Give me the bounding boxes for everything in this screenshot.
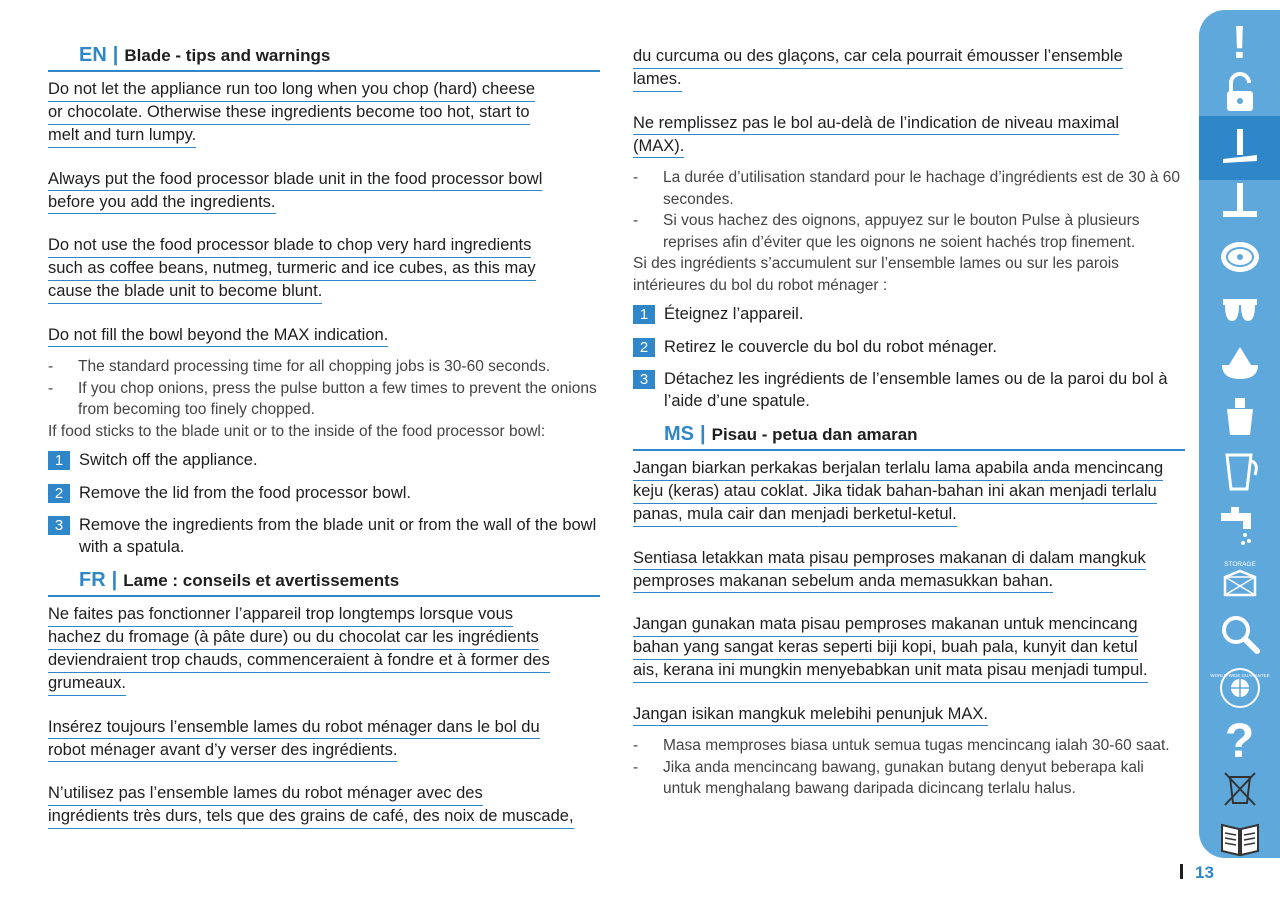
page-number: 13 [1180,863,1214,883]
en-steps [48,450,600,558]
ms-warning-4: Jangan isikan mangkuk melebihi penunjuk MAX. [633,704,1185,727]
step-number: 3 [633,370,655,389]
en-warning-3: Do not use the food processor blade to chop very hard ingredients such as coffee beans, nutmeg, turmeric and ice cubes, as this may cause the blade unit to become blunt. [48,235,600,304]
ms-section-header: MS | Pisau - petua dan amaran [633,423,1185,451]
blender-jar-icon [1217,449,1263,495]
tab-manual[interactable] [1199,806,1280,870]
svg-text:WORLD-WIDE GUARANTEE: WORLD-WIDE GUARANTEE [1209,673,1270,678]
ms-warning-2: Sentiasa letakkan mata pisau pemproses makanan di dalam mangkuk pemproses makanan sebelum anda memasukkan bahan. [633,548,1185,594]
fr-tips-list [633,167,1185,253]
question-icon: ? [1224,715,1255,768]
fr-warning-1: Ne faites pas fonctionner l’appareil trop longtemps lorsque vous hachez du fromage (à pâte dure) ou du chocolat car les ingrédients deviendraient trop chauds, commenceraient à fondre et à former des grumeaux. [48,604,600,696]
list-item: - The standard processing time for all chopping jobs is 30-60 seconds. [48,356,600,378]
fr-steps [633,304,1185,412]
kneading-accessory-icon [1217,287,1263,333]
juicer-icon [1217,395,1263,441]
fr-warning-3-continued: du curcuma ou des glaçons, car cela pourrait émousser l’ensemble lames. [633,46,1185,92]
disc-holder-icon [1217,179,1263,225]
step-item: 2 Retirez le couvercle du bol du robot ménager. [633,337,1185,359]
ms-language-code: MS [664,423,694,445]
fr-warning-4: Ne remplissez pas le bol au-delà de l’indication de niveau maximal (MAX). [633,113,1185,159]
tap-cleaning-icon [1217,503,1263,549]
unlock-icon [1217,71,1263,117]
fr-warning-3: N’utilisez pas l’ensemble lames du robot ménager avec des ingrédients très durs, tels que des grains de café, des noix de muscade, [48,783,600,829]
ms-tips-list [633,735,1185,800]
step-item: 3 Détachez les ingrédients de l’ensemble lames ou de la paroi du bol à l’aide d’une spatule. [633,369,1185,412]
disposal-bin-icon [1217,765,1263,811]
citrus-press-icon [1217,341,1263,387]
ms-warning-1: Jangan biarkan perkakas berjalan terlalu lama apabila anda mencincang keju (keras) atau coklat. Jika tidak bahan-bahan ini akan menjadi terlalu panas, mula cair dan menjadi berketul-ketul. [633,458,1185,527]
step-item: 2 Remove the lid from the food processor bowl. [48,483,600,505]
step-number: 2 [48,484,70,503]
step-number: 1 [633,305,655,324]
exclamation-icon: ! [1231,16,1248,68]
ms-section-title: Pisau - petua dan amaran [711,425,918,444]
storage-box-icon [1217,557,1263,603]
list-item: - La durée d’utilisation standard pour le hachage d’ingrédients est de 30 à 60 secondes. [633,167,1185,210]
slicing-disc-icon [1217,233,1263,279]
en-warning-4: Do not fill the bowl beyond the MAX indication. [48,325,600,348]
fr-warning-2: Insérez toujours l’ensemble lames du robot ménager dans le bol du robot ménager avant d’y verser des ingrédients. [48,717,600,763]
list-item: - Jika anda mencincang bawang, gunakan butang denyut beberapa kali untuk menghalang bawang daripada dicincang terlalu halus. [633,757,1185,800]
book-icon [1217,815,1263,861]
step-item: 1 Éteignez l’appareil. [633,304,1185,326]
en-language-code: EN [79,44,107,66]
chapter-tab-bar [1199,10,1280,858]
en-section-title: Blade - tips and warnings [124,46,331,65]
fr-section-header: FR | Lame : conseils et avertissements [48,569,600,597]
left-column [48,44,600,850]
blade-unit-icon [1217,125,1263,171]
globe-guarantee-icon [1209,665,1270,711]
magnifier-icon [1217,611,1263,657]
right-column [633,46,1185,800]
list-item: - If you chop onions, press the pulse button a few times to prevent the onions from becoming too finely chopped. [48,378,600,421]
en-warning-2: Always put the food processor blade unit in the food processor bowl before you add the ingredients. [48,169,600,215]
list-item: - Masa memproses biasa untuk semua tugas mencincang ialah 30-60 saat. [633,735,1185,757]
fr-language-code: FR [79,569,106,591]
fr-section-title: Lame : conseils et avertissements [123,571,400,590]
step-item: 1 Switch off the appliance. [48,450,600,472]
en-warning-1: Do not let the appliance run too long when you chop (hard) cheese or chocolate. Otherwise these ingredients become too hot, start to melt and turn lumpy. [48,79,600,148]
list-item: - Si vous hachez des oignons, appuyez sur le bouton Pulse à plusieurs reprises afin d’éviter que les oignons ne soient hachés trop finement. [633,210,1185,253]
en-tips-list [48,356,600,421]
fr-sticks-text: Si des ingrédients s’accumulent sur l’ensemble lames ou sur les parois intérieures du bol du robot ménager : [633,255,1119,294]
step-item: 3 Remove the ingredients from the blade unit or from the wall of the bowl with a spatula. [48,515,600,558]
page-divider [1180,864,1183,879]
step-number: 2 [633,338,655,357]
svg-text:STORAGE: STORAGE [1223,561,1256,568]
step-number: 1 [48,451,70,470]
en-section-header: EN | Blade - tips and warnings [48,44,600,72]
step-number: 3 [48,516,70,535]
ms-warning-3: Jangan gunakan mata pisau pemproses makanan untuk mencincang bahan yang sangat keras seperti biji kopi, buah pala, kunyit dan ketul ais, kerana ini mungkin menyebabkan unit mata pisau menjadi tumpul. [633,614,1185,683]
en-sticks-text: If food sticks to the blade unit or to the inside of the food processor bowl: [48,422,546,440]
